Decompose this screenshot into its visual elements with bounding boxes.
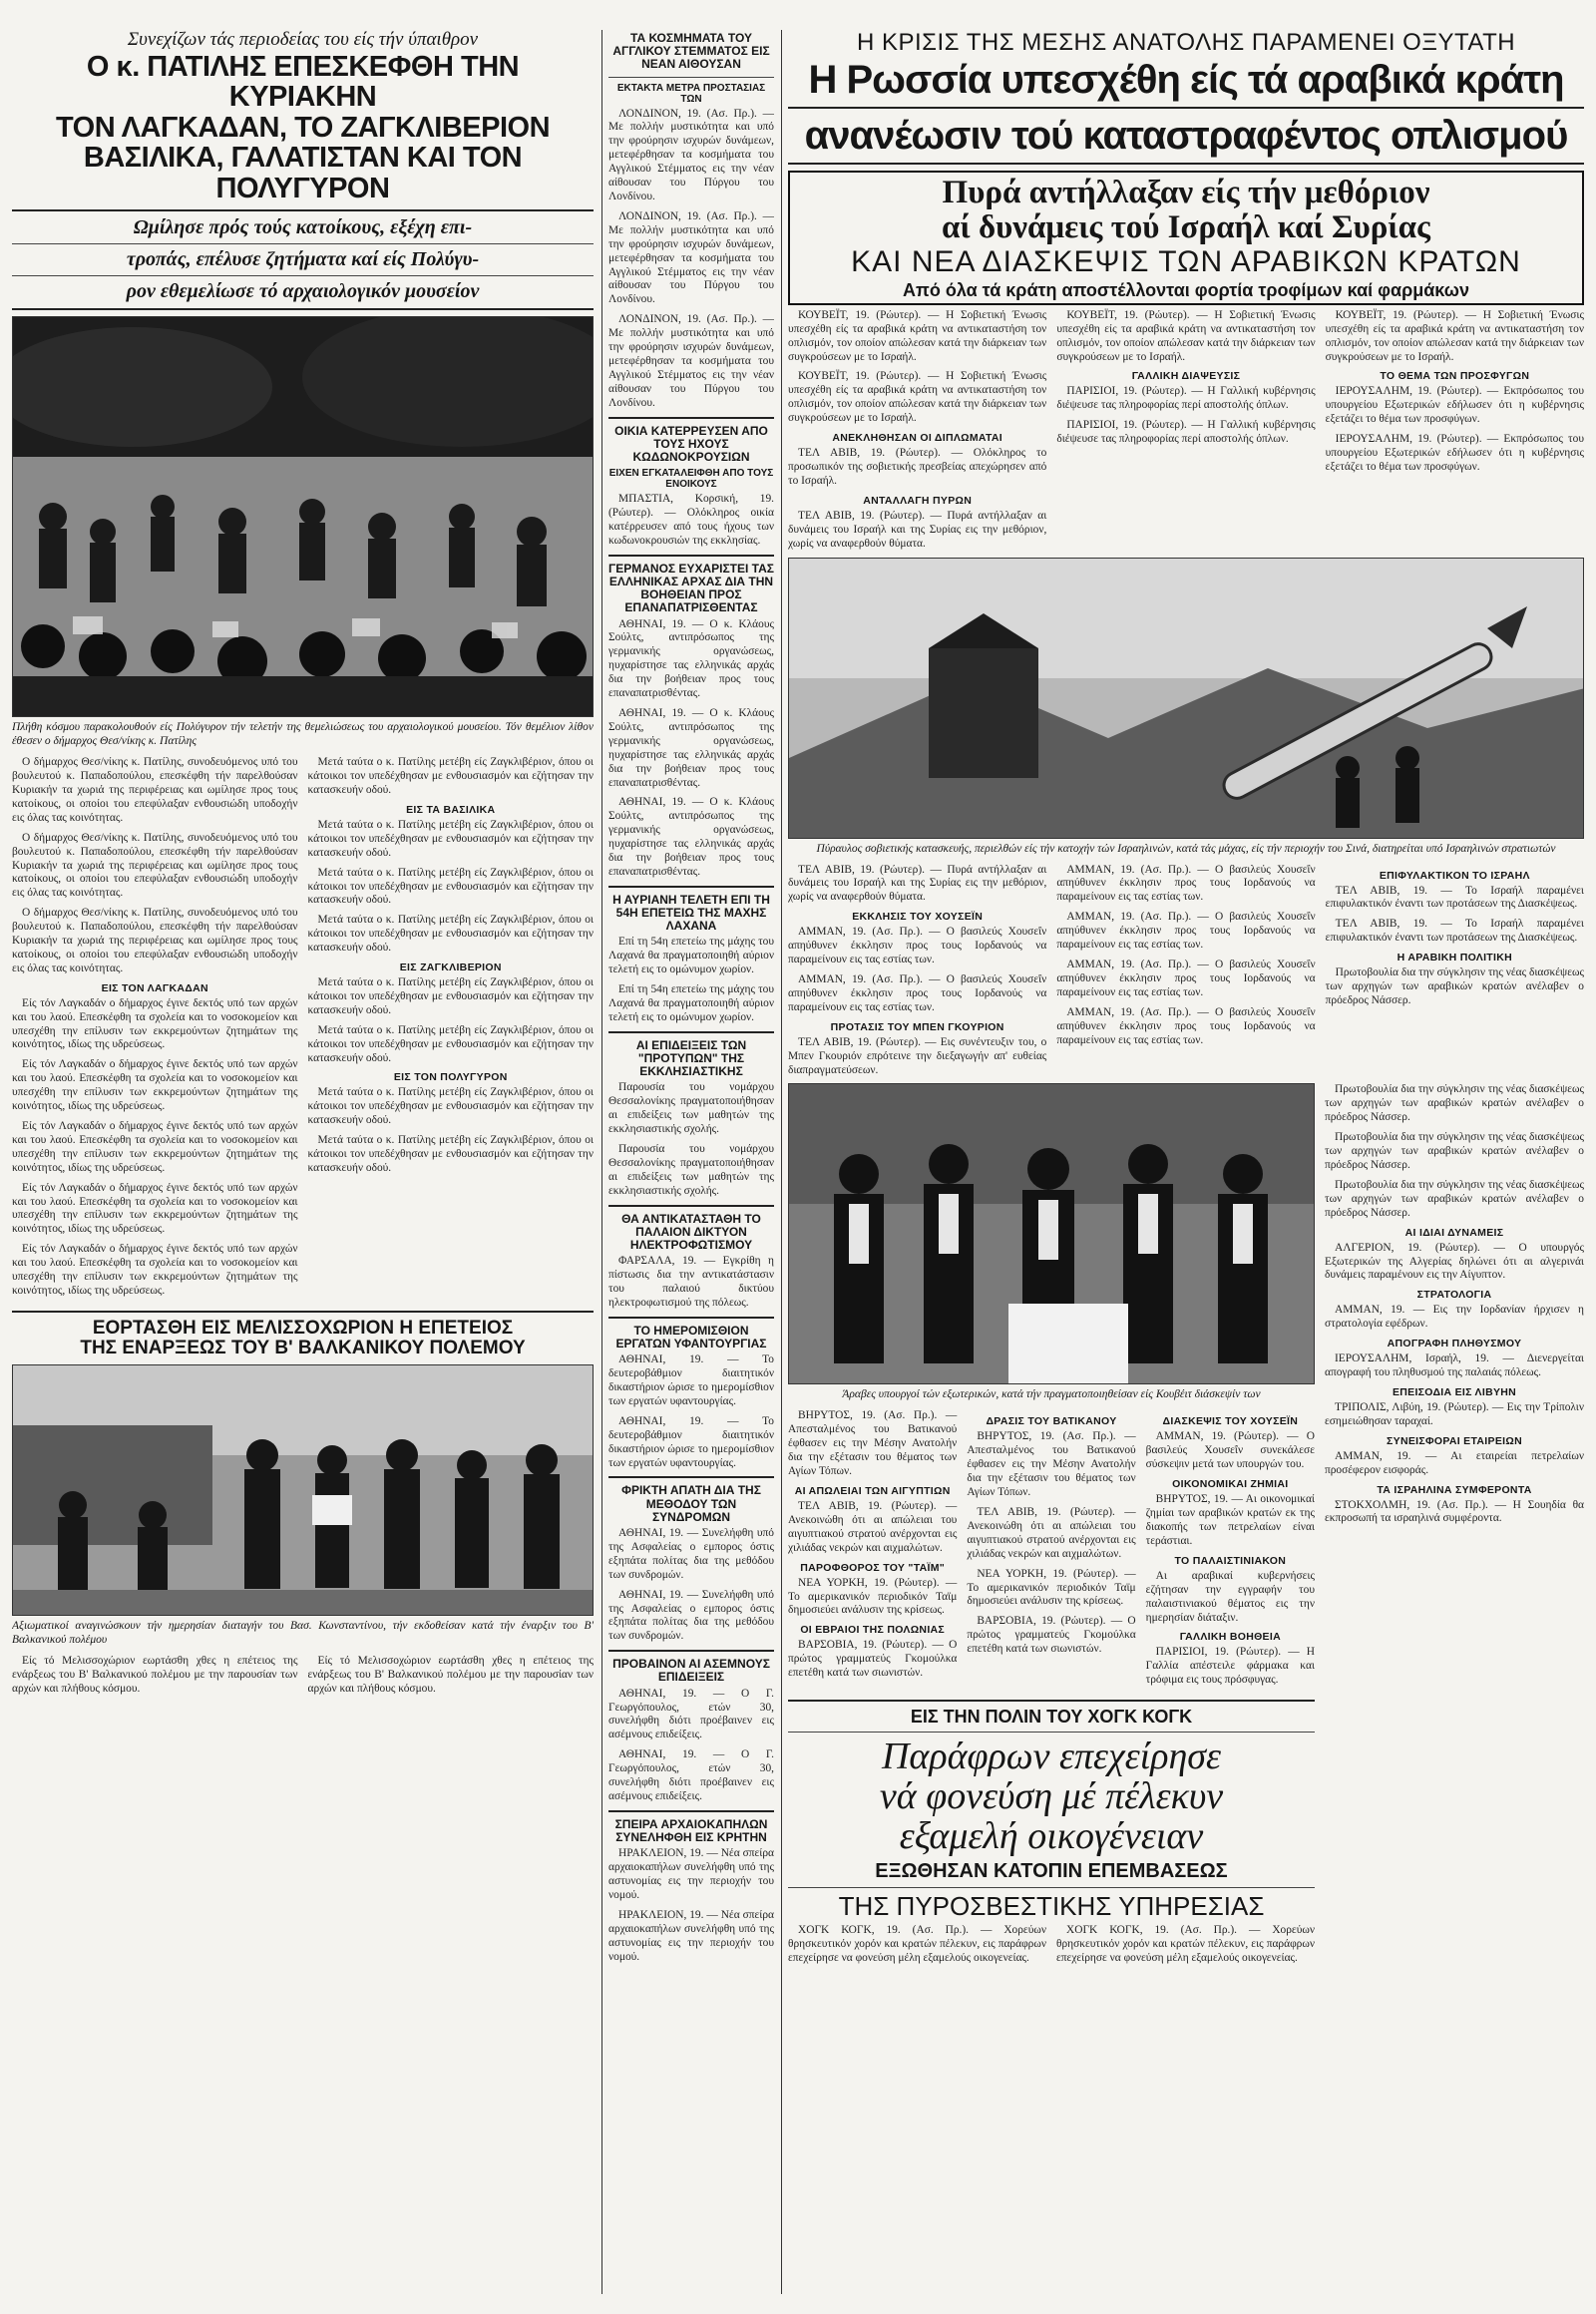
headline-line: Ο κ. ΠΑΤΙΛΗΣ ΕΠΕΣΚΕΦΘΗ ΤΗΝ ΚΥΡΙΑΚΗΝ: [86, 50, 520, 114]
article-text: Πρωτοβουλία δια την σύγκλησιν της νέας διασκέψεως των αρχηγών των αραβικών κρατών ανέλαβεν ο πρόεδρος Νάσσερ.: [1325, 1131, 1584, 1171]
subheading: ΕΙΣ ΤΟΝ ΛΑΓΚΑΔΑΝ: [101, 981, 208, 994]
article-text: Αι αραβικαί κυβερνήσεις εζήτησαν την εγγραφήν του παλαιστινιακού θέματος εις την ημερησίαν διάταξιν.: [1145, 1569, 1315, 1624]
photo-caption: Αξιωματικοί αναγινώσκουν τήν ημερησίαν διαταγήν του Βασ. Κωνσταντίνου, τήν εκδοθείσαν κατά τήν έναρξιν του Β' Βαλκανικού πολέμου: [12, 1619, 594, 1646]
article-text: ΧΟΓΚ ΚΟΓΚ, 19. (Ασ. Πρ.). — Χορεύων θρησκευτικόν χορόν και κρατών πέλεκυν, εις παράφρων επεχείρησε να φονεύση μέλη εξαμελούς οικογενείας.: [788, 1924, 1046, 1964]
divider: [788, 107, 1584, 109]
article-text: Είς τόν Λαγκαδάν ο δήμαρχος έγινε δεκτός υπό των αρχών και του λαού. Επεσκέφθη τα σχολεία και το νοσοκομείον και υπεσχέθη την επίλυσιν των εκκρεμούντων ζητημάτων της κοινότητος, ιδίως της υδρεύσεως.: [12, 996, 298, 1051]
article-headline: ΣΠΕΙΡΑ ΑΡΧΑΙΟΚΑΠΗΛΩΝ ΣΥΝΕΛΗΦΘΗ ΕΙΣ ΚΡΗΤΗΝ: [614, 1816, 768, 1845]
article-subheadline: ΕΙΧΕΝ ΕΓΚΑΤΑΛΕΙΦΘΗ ΑΠΟ ΤΟΥΣ ΕΝΟΙΚΟΥΣ: [608, 468, 774, 491]
divider: [788, 163, 1584, 165]
article-text: Πρωτοβουλία δια την σύγκλησιν της νέας διασκέψεως των αρχηγών των αραβικών κρατών ανέλαβεν ο πρόεδρος Νάσσερ.: [1325, 966, 1584, 1006]
deck-line: τροπάς, επέλυσε ζητήματα καί είς Πολύγυ-: [126, 248, 480, 271]
article-headline: ΤΟ ΗΜΕΡΟΜΙΣΘΙΟΝ ΕΡΓΑΤΩΝ ΥΦΑΝΤΟΥΡΓΙΑΣ: [615, 1323, 767, 1351]
divider: [788, 1700, 1315, 1702]
article-text: ΤΡΙΠΟΛΙΣ, Λιβύη, 19. (Ρώυτερ). — Εις την Τρίπολιν εσημειώθησαν ταραχαί.: [1325, 1400, 1584, 1427]
article-text: Μετά ταύτα ο κ. Πατίλης μετέβη είς Ζαγκλιβέριον, όπου οι κάτοικοι τον υπεδέχθησαν με ενθουσιασμόν και εζήτησαν την κατασκευήν οδού.: [307, 866, 594, 907]
text-column: [1056, 309, 1315, 558]
article-text: ΑΘΗΝΑΙ, 19. — Συνελήφθη υπό της Ασφαλείας ο εμπορος όστις εξηπάτα πολίτας δια της μεθόδου των συνδρομών.: [608, 1527, 774, 1581]
article-text: ΑΘΗΝΑΙ, 19. — Ο κ. Κλάους Σούλτς, αντιπρόσωπος της γερμανικής οργανώσεως, ηυχαρίστησε τας ελληνικάς αρχάς δια την βοήθειαν προς τους επαναπατρισθέντας.: [608, 796, 774, 878]
right-section: [788, 30, 1584, 1972]
article-headline: ΤΑ ΚΟΣΜΗΜΑΤΑ ΤΟΥ ΑΓΓΛΙΚΟΥ ΣΤΕΜΜΑΤΟΣ ΕΙΣ ΝΕΑΝ ΑΙΘΟΥΣΑΝ: [612, 31, 770, 72]
ministers-photo-image: [789, 1084, 1315, 1383]
crowd-photo: [12, 316, 594, 717]
hongkong-headline: εξαμελή οικογένειαν: [899, 1814, 1204, 1857]
headline-box: [788, 171, 1584, 305]
top-kicker: Η ΚΡΙΣΙΣ ΤΗΣ ΜΕΣΗΣ ΑΝΑΤΟΛΗΣ ΠΑΡΑΜΕΝΕΙ ΟΞΥΤΑΤΗ: [856, 30, 1516, 56]
article-text: ΗΡΑΚΛΕΙΟΝ, 19. — Νέα σπείρα αρχαιοκαπήλων συνελήφθη υπό της αστυνομίας εις την περιοχήν του νομού.: [608, 1908, 774, 1963]
headline-line: Πυρά αντήλλαξαν είς τήν μεθόριον: [942, 175, 1430, 211]
subheading: ΕΙΣ ΤΑ ΒΑΣΙΛΙΚΑ: [406, 803, 496, 816]
divider: [12, 275, 594, 276]
article-text: ΤΕΛ ΑΒΙΒ, 19. (Ρώυτερ). — Ανεκοινώθη ότι αι απώλειαι του αιγυπτιακού στρατού ανέρχονται εις χιλιάδας νεκρών και αιχμαλώτων.: [788, 1499, 958, 1554]
article-text: ΑΘΗΝΑΙ, 19. — Ο Γ. Γεωργόπουλος, ετών 30, συνελήφθη διότι προέβαινεν εις ασέμνους επιδείξεις.: [608, 1687, 774, 1741]
column-rule: [781, 30, 782, 2294]
subheading: ΑΝΕΚΛΗΘΗΣΑΝ ΟΙ ΔΙΠΛΩΜΑΤΑΙ: [832, 432, 1002, 445]
article-text: ΗΡΑΚΛΕΙΟΝ, 19. — Νέα σπείρα αρχαιοκαπήλων συνελήφθη υπό της αστυνομίας εις την περιοχήν του νομού.: [608, 1847, 774, 1901]
article-text: Μετά ταύτα ο κ. Πατίλης μετέβη είς Ζαγκλιβέριον, όπου οι κάτοικοι τον υπεδέχθησαν με ενθουσιασμόν και εζήτησαν την κατασκευήν οδού.: [307, 1023, 594, 1064]
article-text: ΑΜΜΑΝ, 19. — Αι εταιρείαι πετρελαίων προσέφερον εισφοράς.: [1325, 1449, 1584, 1476]
article-headline: ΓΕΡΜΑΝΟΣ ΕΥΧΑΡΙΣΤΕΙ ΤΑΣ ΕΛΛΗΝΙΚΑΣ ΑΡΧΑΣ ΔΙΑ ΤΗΝ ΒΟΗΘΕΙΑΝ ΠΡΟΣ ΕΠΑΝΑΠΑΤΡΙΣΘΕΝΤΑΣ: [608, 561, 774, 615]
crowd-photo-image: [13, 317, 594, 716]
subheading: ΣΥΝΕΙΣΦΟΡΑΙ ΕΤΑΙΡΕΙΩΝ: [1387, 1434, 1522, 1447]
article-text: ΤΕΛ ΑΒΙΒ, 19. (Ρώυτερ). — Ολόκληρος το προσωπικόν της σοβιετικής πρεσβείας απεχώρησεν από το Ισραήλ.: [788, 447, 1047, 487]
subheading: ΤΑ ΙΣΡΑΗΛΙΝΑ ΣΥΜΦΕΡΟΝΤΑ: [1377, 1483, 1532, 1496]
article-text: Επί τη 54η επετείω της μάχης του Λαχανά θα πραγματοποιηθή αύριον τελετή εις το ομώνυμον χωρίον.: [608, 936, 774, 976]
subheading: ΕΠΕΙΣΟΔΙΑ ΕΙΣ ΛΙΒΥΗΝ: [1392, 1385, 1517, 1398]
left-column: [12, 30, 594, 1703]
divider: [608, 1317, 774, 1319]
article-text: Παρουσία του νομάρχου Θεσσαλονίκης πραγματοποιήθησαν αι επιδείξεις των μαθητών της εκκλησιαστικής σχολής.: [608, 1081, 774, 1136]
article-text: Ο δήμαρχος Θεσ/νίκης κ. Πατίλης, συνοδευόμενος υπό του βουλευτού κ. Παπαδοπούλου, επεσκέφθη τήν παρελθούσαν Κυριακήν τα χωριά της περιφέρειας και ωμίλησε προς τους κατοίκους, οι οποίοι του επεφύλαξαν ενθουσιώδη υποδοχήν εις όλας τας κοινότητας.: [12, 907, 298, 974]
article-text: ΒΑΡΣΟΒΙΑ, 19. (Ρώυτερ). — Ο πρώτος γραμματεύς Γκομούλκα επετέθη κατά των σιωνιστών.: [967, 1615, 1136, 1656]
article-text: Μετά ταύτα ο κ. Πατίλης μετέβη είς Ζαγκλιβέριον, όπου οι κάτοικοι τον υπεδέχθησαν με ενθουσιασμόν και εζήτησαν την κατασκευήν οδού.: [307, 914, 594, 955]
kicker: Συνεχίζων τάς περιοδείας του είς τήν ύπαιθρον: [127, 30, 479, 50]
article-text: ΒΑΡΣΟΒΙΑ, 19. (Ρώυτερ). — Ο πρώτος γραμματεύς Γκομούλκα επετέθη κατά των σιωνιστών.: [788, 1639, 958, 1680]
article-text: ΤΕΛ ΑΒΙΒ, 19. — Το Ισραήλ παραμένει επιφυλακτικόν έναντι των προτάσεων της Διασκέψεως.: [1325, 918, 1584, 945]
article-text: Μετά ταύτα ο κ. Πατίλης μετέβη είς Ζαγκλιβέριον, όπου οι κάτοικοι τον υπεδέχθησαν με ενθουσιασμόν και εζήτησαν την κατασκευήν οδού.: [307, 818, 594, 859]
divider: [12, 1311, 594, 1313]
middle-column: [608, 30, 774, 1971]
photo-caption: Πλήθη κόσμου παρακολουθούν είς Πολύγυρον τήν τελετήν της θεμελιώσεως του αρχαιολογικού μουσείου. Τόν θεμέλιον λίθον έθεσεν ο δήμαρχος Θεσ/νίκης κ. Πατίλης: [12, 721, 594, 748]
article-text: Είς τό Μελισσοχώριον εωρτάσθη χθες η επέτειος της ενάρξεως του Β' Βαλκανικού πολέμου με την παρουσίαν των αρχών και πλήθους κόσμου.: [307, 1654, 594, 1695]
text-column: [967, 1409, 1135, 1694]
divider: [788, 1732, 1315, 1733]
headline-line: αί δυνάμεις τού Ισραήλ καί Συρίας: [942, 208, 1430, 245]
article-text: Επί τη 54η επετείω της μάχης του Λαχανά θα πραγματοποιηθή αύριον τελετή εις το ομώνυμον χωρίον.: [608, 983, 774, 1023]
article-text: Μετά ταύτα ο κ. Πατίλης μετέβη είς Ζαγκλιβέριον, όπου οι κάτοικοι τον υπεδέχθησαν με ενθουσιασμόν και εζήτησαν την κατασκευήν οδού.: [307, 1086, 594, 1127]
article-headline: ΦΡΙΚΤΗ ΑΠΑΤΗ ΔΙΑ ΤΗΣ ΜΕΘΟΔΟΥ ΤΩΝ ΣΥΝΔΡΟΜΩΝ: [621, 1483, 761, 1524]
article-subheadline: ΕΚΤΑΚΤΑ ΜΕΤΡΑ ΠΡΟΣΤΑΣΙΑΣ ΤΩΝ: [616, 82, 766, 105]
subheading: ΤΟ ΘΕΜΑ ΤΩΝ ΠΡΟΣΦΥΓΩΝ: [1380, 370, 1530, 383]
subheading: ΔΙΑΣΚΕΨΙΣ ΤΟΥ ΧΟΥΣΕΪΝ: [1162, 1415, 1299, 1428]
article-text: ΠΑΡΙΣΙΟΙ, 19. (Ρώυτερ). — Η Γαλλική κυβέρνησις διέψευσε τας πληροφορίας περί αποστολής όπλων.: [1056, 419, 1316, 446]
divider: [12, 308, 594, 310]
divider: [608, 1476, 774, 1478]
article-text: ΒΗΡΥΤΟΣ, 19. — Αι οικονομικαί ζημίαι των αραβικών κρατών εκ της διακοπής των πετρελαίων είναι τεράστιαι.: [1145, 1493, 1315, 1547]
article-text: Είς τόν Λαγκαδάν ο δήμαρχος έγινε δεκτός υπό των αρχών και του λαού. Επεσκέφθη τα σχολεία και το νοσοκομείον και υπεσχέθη την επίλυσιν των εκκρεμούντων ζητημάτων της κοινότητος, ιδίως της υδρεύσεως.: [12, 1243, 298, 1297]
column-rule: [601, 30, 602, 2294]
article-text: ΒΗΡΥΤΟΣ, 19. (Ασ. Πρ.). — Απεσταλμένος του Βατικανού έφθασεν εις την Μέσην Ανατολήν δια την εξέτασιν του θέματος των Αγίων Τόπων.: [967, 1430, 1136, 1499]
subheading: ΑΙ ΙΔΙΑΙ ΔΥΝΑΜΕΙΣ: [1404, 1226, 1504, 1239]
article-text: ΧΟΓΚ ΚΟΓΚ, 19. (Ασ. Πρ.). — Χορεύων θρησκευτικόν χορόν και κρατών πέλεκυν, εις παράφρων επεχείρησε να φονεύση μέλη εξαμελούς οικογενείας.: [1056, 1924, 1315, 1964]
text-columns: [788, 309, 1584, 558]
subheading: ΕΚΚΛΗΣΙΣ ΤΟΥ ΧΟΥΣΕΪΝ: [852, 911, 984, 924]
text-column: [788, 309, 1046, 558]
text-column: [788, 1409, 957, 1694]
article-text: Πρωτοβουλία δια την σύγκλησιν της νέας διασκέψεως των αρχηγών των αραβικών κρατών ανέλαβεν ο πρόεδρος Νάσσερ.: [1325, 1083, 1584, 1124]
article-text: ΒΗΡΥΤΟΣ, 19. (Ασ. Πρ.). — Απεσταλμένος του Βατικανού έφθασεν εις την Μέσην Ανατολήν δια την εξέτασιν του θέματος των Αγίων Τόπων.: [788, 1409, 958, 1478]
article-text: ΜΠΑΣΤΙΑ, Κορσική, 19. (Ρώυτερ). — Ολόκληρος οικία κατέρρευσεν από τους ήχους των κωδωνοκρουσιών της εκκλησίας.: [608, 493, 774, 547]
article-text: Μετά ταύτα ο κ. Πατίλης μετέβη είς Ζαγκλιβέριον, όπου οι κάτοικοι τον υπεδέχθησαν με ενθουσιασμόν και εζήτησαν την κατασκευήν οδού.: [307, 976, 594, 1016]
subheading: ΤΟ ΠΑΛΑΙΣΤΙΝΙΑΚΟΝ: [1174, 1554, 1287, 1567]
text-column: [788, 864, 1046, 1084]
hongkong-kicker: ΕΙΣ ΤΗΝ ΠΟΛΙΝ ΤΟΥ ΧΟΓΚ ΚΟΓΚ: [910, 1707, 1193, 1728]
article-text: ΑΛΓΕΡΙΟΝ, 19. (Ρώυτερ). — Ο υπουργός Εξωτερικών της Αλγερίας δηλώνει ότι αι αλγερινάι δυνάμεις παραμένουν εις την Αίγυπτον.: [1325, 1241, 1584, 1282]
text-column: [12, 756, 298, 1305]
article-text: ΑΘΗΝΑΙ, 19. — Ο Γ. Γεωργόπουλος, ετών 30, συνελήφθη διότι προέβαινεν εις ασέμνους επιδείξεις.: [608, 1748, 774, 1802]
photo-caption: Πύραυλος σοβιετικής κατασκευής, περιελθών είς τήν κατοχήν τών Ισραηλινών, κατά τάς μάχας, είς τήν περιοχήν του Σινά, διατηρείται υπό Ισραηλινών στρατιωτών: [816, 842, 1556, 855]
article-headline: ΘΑ ΑΝΤΙΚΑΤΑΣΤΑΘΗ ΤΟ ΠΑΛΑΙΟΝ ΔΙΚΤΥΟΝ ΗΛΕΚΤΡΟΦΩΤΙΣΜΟΥ: [621, 1211, 761, 1253]
subheading: ΟΙΚΟΝΟΜΙΚΑΙ ΖΗΜΙΑΙ: [1172, 1478, 1289, 1491]
subheading: ΑΙ ΑΠΩΛΕΙΑΙ ΤΩΝ ΑΙΓΥΠΤΙΩΝ: [794, 1484, 951, 1497]
article-text: ΚΟΥΒΕΪΤ, 19. (Ρώυτερ). — Η Σοβιετική Ένωσις υπεσχέθη είς τα αραβικά κράτη να αντικαταστήση τον οπλισμόν, τον οποίον απώλεσαν κατά την διάρκειαν των συγκρούσεων με το Ισραήλ.: [788, 308, 1047, 363]
headline-line: Από όλα τά κράτη αποστέλλονται φορτία τροφίμων καί φαρμάκων: [903, 279, 1469, 300]
headline-line: ΤΗΣ ΕΝΑΡΞΕΩΣ ΤΟΥ Β' ΒΑΛΚΑΝΙΚΟΥ ΠΟΛΕΜΟΥ: [80, 1337, 526, 1358]
divider: [608, 886, 774, 888]
headline-line: ΕΟΡΤΑΣΘΗ ΕΙΣ ΜΕΛΙΣΣΟΧΩΡΙΟΝ Η ΕΠΕΤΕΙΟΣ: [92, 1317, 514, 1339]
article-text: Ο δήμαρχος Θεσ/νίκης κ. Πατίλης, συνοδευόμενος υπό του βουλευτού κ. Παπαδοπούλου, επεσκέφθη τήν παρελθούσαν Κυριακήν τα χωριά της περιφέρειας και ωμίλησε προς τους κατοίκους, οι οποίοι του επεφύλαξαν ενθουσιώδη υποδοχήν εις όλας τας κοινότητας.: [12, 756, 298, 824]
divider: [608, 555, 774, 557]
text-columns: [788, 1924, 1315, 1972]
lower-area: [788, 1083, 1584, 1971]
text-columns: [788, 864, 1584, 1084]
article-text: Είς τό Μελισσοχώριον εωρτάσθη χθες η επέτειος της ενάρξεως του Β' Βαλκανικού πολέμου με την παρουσίαν των αρχών και πλήθους κόσμου.: [12, 1654, 298, 1695]
divider: [608, 1650, 774, 1652]
article-text: ΙΕΡΟΥΣΑΛΗΜ, 19. (Ρώυτερ). — Εκπρόσωπος του υπουργείου Εξωτερικών εδήλωσεν ότι η κυβέρνησις εξετάζει το θέμα των προσφύγων.: [1325, 385, 1584, 426]
article-text: ΑΜΜΑΝ, 19. — Εις την Ιορδανίαν ήρχισεν η στρατολογία εφέδρων.: [1325, 1304, 1584, 1331]
article-text: ΑΜΜΑΝ, 19. (Ασ. Πρ.). — Ο βασιλεύς Χουσεΐν απηύθυνεν έκκλησιν προς τους Ιορδανούς να παραμείνουν εις τας εστίας των.: [1056, 911, 1316, 952]
article-text: Είς τόν Λαγκαδάν ο δήμαρχος έγινε δεκτός υπό των αρχών και του λαού. Επεσκέφθη τα σχολεία και το νοσοκομείον και υπεσχέθη την επίλυσιν των εκκρεμούντων ζητημάτων της κοινότητος, ιδίως της υδρεύσεως.: [12, 1058, 298, 1113]
article-text: Πρωτοβουλία δια την σύγκλησιν της νέας διασκέψεως των αρχηγών των αραβικών κρατών ανέλαβεν ο πρόεδρος Νάσσερ.: [1325, 1178, 1584, 1219]
divider: [12, 243, 594, 244]
hongkong-subhead: ΤΗΣ ΠΥΡΟΣΒΕΣΤΙΚΗΣ ΥΠΗΡΕΣΙΑΣ: [838, 1890, 1265, 1921]
headline-line: ΒΑΣΙΛΙΚΑ, ΓΑΛΑΤΙΣΤΑΝ ΚΑΙ ΤΟΝ ΠΟΛΥΓΥΡΟΝ: [83, 142, 523, 204]
ministers-photo: [788, 1083, 1315, 1384]
article-text: ΑΘΗΝΑΙ, 19. — Ο κ. Κλάους Σούλτς, αντιπρόσωπος της γερμανικής οργανώσεως, ηυχαρίστησε τας ελληνικάς αρχάς δια την βοήθειαν προς τους επαναπατρισθέντας.: [608, 617, 774, 700]
article-text: Παρουσία του νομάρχου Θεσσαλονίκης πραγματοποιήθησαν αι επιδείξεις των μαθητών της εκκλησιαστικής σχολής.: [608, 1143, 774, 1197]
divider: [608, 1205, 774, 1207]
article-text: ΝΕΑ ΥΟΡΚΗ, 19. (Ρώυτερ). — Το αμερικανικόν περιοδικόν Ταϊμ δημοσιεύει ανάλυσιν της κρίσεως.: [788, 1576, 958, 1617]
missile-photo-image: [789, 559, 1584, 838]
article-text: ΠΑΡΙΣΙΟΙ, 19. (Ρώυτερ). — Η Γαλλική κυβέρνησις διέψευσε τας πληροφορίας περί αποστολής όπλων.: [1056, 385, 1316, 412]
subheading: ΠΑΡΟΦΘΟΡΟΣ ΤΟΥ "ΤΑΪΜ": [800, 1561, 946, 1574]
divider: [608, 77, 774, 78]
hongkong-subhead: ΕΞΩΘΗΣΑΝ ΚΑΤΟΠΙΝ ΕΠΕΜΒΑΣΕΩΣ: [875, 1859, 1228, 1882]
article-text: ΚΟΥΒΕΪΤ, 19. (Ρώυτερ). — Η Σοβιετική Ένωσις υπεσχέθη είς τα αραβικά κράτη να αντικαταστήση τον οπλισμόν, τον οποίον απώλεσαν κατά την διάρκειαν των συγκρούσεων με το Ισραήλ.: [1325, 308, 1584, 363]
lower-right: [1325, 1083, 1584, 1971]
divider: [788, 1887, 1315, 1888]
subheading: ΠΡΟΤΑΣΙΣ ΤΟΥ ΜΠΕΝ ΓΚΟΥΡΙΟΝ: [830, 1020, 1004, 1033]
article-headline: ΠΡΟΒΑΙΝΟΝ ΑΙ ΑΣΕΜΝΟΥΣ ΕΠΙΔΕΙΞΕΙΣ: [612, 1657, 770, 1685]
article-text: Είς τόν Λαγκαδάν ο δήμαρχος έγινε δεκτός υπό των αρχών και του λαού. Επεσκέφθη τα σχολεία και το νοσοκομείον και υπεσχέθη την επίλυσιν των εκκρεμούντων ζητημάτων της κοινότητος, ιδίως της υδρεύσεως.: [12, 1181, 298, 1236]
article-text: ΠΑΡΙΣΙΟΙ, 19. (Ρώυτερ). — Η Γαλλία απέστειλε φάρμακα και τρόφιμα εις τους πρόσφυγας.: [1145, 1646, 1315, 1687]
article-text: ΑΜΜΑΝ, 19. (Ασ. Πρ.). — Ο βασιλεύς Χουσεΐν απηύθυνεν έκκλησιν προς τους Ιορδανούς να παραμείνουν εις τας εστίας των.: [788, 926, 1047, 966]
text-column: [1146, 1409, 1315, 1694]
article-text: Ο δήμαρχος Θεσ/νίκης κ. Πατίλης, συνοδευόμενος υπό του βουλευτού κ. Παπαδοπούλου, επεσκέφθη τήν παρελθούσαν Κυριακήν τα χωριά της περιφέρειας και ωμίλησε προς τους κατοίκους, οι οποίοι του επεφύλαξαν ενθουσιώδη υποδοχήν εις όλας τας κοινότητας.: [12, 831, 298, 900]
divider: [608, 1810, 774, 1812]
ceremony-photo-image: [13, 1365, 594, 1615]
article-text: ΑΜΜΑΝ, 19. (Ρώυτερ). — Ο βασιλεύς Χουσεΐν συνεκάλεσε σύσκεψιν μετά των υπουργών του.: [1145, 1430, 1315, 1471]
article-text: ΤΕΛ ΑΒΙΒ, 19. (Ρώυτερ). — Ανεκοινώθη ότι αι απώλειαι του αιγυπτιακού στρατού ανέρχονται εις χιλιάδας νεκρών και αιχμαλώτων.: [967, 1505, 1136, 1560]
article-text: ΑΜΜΑΝ, 19. (Ασ. Πρ.). — Ο βασιλεύς Χουσεΐν απηύθυνεν έκκλησιν προς τους Ιορδανούς να παραμείνουν εις τας εστίας των.: [1056, 863, 1316, 904]
article-text: ΑΘΗΝΑΙ, 19. — Το δευτεροβάθμιον διαιτητικόν δικαστήριον ώρισε το ημερομίσθιον των εργατών υφαντουργίας.: [608, 1414, 774, 1469]
deck-line: ρον εθεμελίωσε τό αρχαιολογικόν μουσείον: [126, 280, 480, 303]
main-headline: Η Ρωσσία υπεσχέθη είς τά αραβικά κράτη: [808, 58, 1564, 103]
divider: [608, 1031, 774, 1033]
hongkong-headline: νά φονεύση μέ πέλεκυν: [879, 1774, 1224, 1817]
subheading: ΓΑΛΛΙΚΗ ΒΟΗΘΕΙΑ: [1179, 1631, 1281, 1644]
text-column: [1326, 309, 1584, 558]
text-column: [308, 756, 595, 1305]
article-headline: ΑΙ ΕΠΙΔΕΙΞΕΙΣ ΤΩΝ "ΠΡΟΤΥΠΩΝ" ΤΗΣ ΕΚΚΛΗΣΙΑΣΤΙΚΗΣ: [635, 1037, 747, 1079]
divider: [608, 417, 774, 419]
subheading: ΕΙΣ ΤΟΝ ΠΟΛΥΓΥΡΟΝ: [393, 1071, 508, 1084]
main-headline: ανανέωσιν τού καταστραφέντος οπλισμού: [804, 114, 1568, 159]
article-text: ΑΘΗΝΑΙ, 19. — Ο κ. Κλάους Σούλτς, αντιπρόσωπος της γερμανικής οργανώσεως, ηυχαρίστησε τας ελληνικάς αρχάς δια την βοήθειαν προς τους επαναπατρισθέντας.: [608, 706, 774, 789]
subheading: ΔΡΑΣΙΣ ΤΟΥ ΒΑΤΙΚΑΝΟΥ: [986, 1415, 1117, 1428]
article-text: ΑΜΜΑΝ, 19. (Ασ. Πρ.). — Ο βασιλεύς Χουσεΐν απηύθυνεν έκκλησιν προς τους Ιορδανούς να παραμείνουν εις τας εστίας των.: [1056, 1005, 1316, 1046]
article-text: Μετά ταύτα ο κ. Πατίλης μετέβη είς Ζαγκλιβέριον, όπου οι κάτοικοι τον υπεδέχθησαν με ενθουσιασμόν και εζήτησαν την κατασκευήν οδού.: [307, 1134, 594, 1174]
hongkong-headline: Παράφρων επεχείρησε: [881, 1736, 1222, 1778]
article-headline: ΟΙΚΙΑ ΚΑΤΕΡΡΕΥΣΕΝ ΑΠΟ ΤΟΥΣ ΗΧΟΥΣ ΚΩΔΩΝΟΚΡΟΥΣΙΩΝ: [614, 423, 768, 464]
headline-line: ΤΟΝ ΛΑΓΚΑΔΑΝ, ΤΟ ΖΑΓΚΛΙΒΕΡΙΟΝ: [55, 111, 551, 144]
subheading: ΣΤΡΑΤΟΛΟΓΙΑ: [1416, 1289, 1492, 1302]
article-headline: Η ΑΥΡΙΑΝΗ ΤΕΛΕΤΗ ΕΠΙ ΤΗ 54Η ΕΠΕΤΕΙΩ ΤΗΣ ΜΑΧΗΣ ΛΑΧΑΝΑ: [612, 892, 770, 934]
article-text: ΤΕΛ ΑΒΙΒ, 19. — Το Ισραήλ παραμένει επιφυλακτικόν έναντι των προτάσεων της Διασκέψεως.: [1325, 884, 1584, 911]
article-text: Είς τόν Λαγκαδάν ο δήμαρχος έγινε δεκτός υπό των αρχών και του λαού. Επεσκέφθη τα σχολεία και το νοσοκομείον και υπεσχέθη την επίλυσιν των εκκρεμούντων ζητημάτων της κοινότητος, ιδίως της υδρεύσεως.: [12, 1120, 298, 1174]
deck-line: Ωμίλησε πρός τούς κατοίκους, εξέχη επι-: [133, 216, 473, 239]
article-text: ΑΜΜΑΝ, 19. (Ασ. Πρ.). — Ο βασιλεύς Χουσεΐν απηύθυνεν έκκλησιν προς τους Ιορδανούς να παραμείνουν εις τας εστίας των.: [788, 973, 1047, 1013]
text-columns: [12, 756, 594, 1305]
text-columns: [12, 1655, 594, 1703]
article-text: ΑΘΗΝΑΙ, 19. — Το δευτεροβάθμιον διαιτητικόν δικαστήριον ώρισε το ημερομίσθιον των εργατών υφαντουργίας.: [608, 1353, 774, 1407]
article-text: ΚΟΥΒΕΪΤ, 19. (Ρώυτερ). — Η Σοβιετική Ένωσις υπεσχέθη είς τα αραβικά κράτη να αντικαταστήση τον οπλισμόν, τον οποίον απώλεσαν κατά την διάρκειαν των συγκρούσεων με το Ισραήλ.: [1056, 308, 1316, 363]
missile-photo: [788, 558, 1584, 839]
text-columns: [788, 1409, 1315, 1694]
headline-line: ΚΑΙ ΝΕΑ ΔΙΑΣΚΕΨΙΣ ΤΩΝ ΑΡΑΒΙΚΩΝ ΚΡΑΤΩΝ: [851, 245, 1521, 279]
ceremony-photo: [12, 1364, 594, 1616]
article-text: ΛΟΝΔΙΝΟΝ, 19. (Ασ. Πρ.). — Με πολλήν μυστικότητα και υπό την φρούρησιν ισχυρών δυνάμεων, μετεφέρθησαν τα κοσμήματα του Αγγλικού Στέμματος εις την νέαν αίθουσαν του Πύργου του Λονδίνου.: [608, 107, 774, 202]
article-text: ΝΕΑ ΥΟΡΚΗ, 19. (Ρώυτερ). — Το αμερικανικόν περιοδικόν Ταϊμ δημοσιεύει ανάλυσιν της κρίσεως.: [967, 1567, 1136, 1608]
article-text: ΑΜΜΑΝ, 19. (Ασ. Πρ.). — Ο βασιλεύς Χουσεΐν απηύθυνεν έκκλησιν προς τους Ιορδανούς να παραμείνουν εις τας εστίας των.: [1056, 959, 1316, 998]
article-text: ΙΕΡΟΥΣΑΛΗΜ, Ισραήλ, 19. — Διενεργείται απογραφή του πληθυσμού της παλαιάς πόλεως.: [1325, 1352, 1584, 1379]
article-text: ΤΕΛ ΑΒΙΒ, 19. (Ρώυτερ). — Πυρά αντήλλαξαν αι δυνάμεις του Ισραήλ και της Συρίας εις την μεθόριον, χωρίς να αναφερθούν θύματα.: [788, 509, 1047, 550]
subheading: ΓΑΛΛΙΚΗ ΔΙΑΨΕΥΣΙΣ: [1131, 370, 1241, 383]
article-text: Μετά ταύτα ο κ. Πατίλης μετέβη είς Ζαγκλιβέριον, όπου οι κάτοικοι τον υπεδέχθησαν με ενθουσιασμόν και εζήτησαν την κατασκευήν οδού.: [307, 756, 594, 796]
article-text: ΙΕΡΟΥΣΑΛΗΜ, 19. (Ρώυτερ). — Εκπρόσωπος του υπουργείου Εξωτερικών εδήλωσεν ότι η κυβέρνησις εξετάζει το θέμα των προσφύγων.: [1325, 433, 1584, 474]
article-text: ΑΘΗΝΑΙ, 19. — Συνελήφθη υπό της Ασφαλείας ο εμπορος όστις εξηπάτα πολίτας δια της μεθόδου των συνδρομών.: [608, 1588, 774, 1643]
subheading: ΟΙ ΕΒΡΑΙΟΙ ΤΗΣ ΠΟΛΩΝΙΑΣ: [800, 1624, 946, 1637]
subheading: ΑΝΤΑΛΛΑΓΗ ΠΥΡΩΝ: [863, 494, 973, 507]
text-column: [1326, 864, 1584, 1084]
photo-caption: Άραβες υπουργοί τών εξωτερικών, κατά τήν πραγματοποιηθείσαν είς Κουβέιτ διάσκεψίν των: [842, 1388, 1261, 1401]
lower-left: [788, 1083, 1315, 1971]
article-text: ΣΤΟΚΧΟΛΜΗ, 19. (Ασ. Πρ.). — Η Σουηδία θα εκπροσωπή τα ισραηλινά συμφέροντα.: [1325, 1498, 1584, 1525]
article-text: ΚΟΥΒΕΪΤ, 19. (Ρώυτερ). — Η Σοβιετική Ένωσις υπεσχέθη είς τα αραβικά κράτη να αντικαταστήση τον οπλισμόν, τον οποίον απώλεσαν κατά την διάρκειαν των συγκρούσεων με το Ισραήλ.: [788, 370, 1047, 425]
subheading: ΑΠΟΓΡΑΦΗ ΠΛΗΘΥΣΜΟΥ: [1387, 1338, 1522, 1350]
article-text: ΤΕΛ ΑΒΙΒ, 19. (Ρώυτερ). — Πυρά αντήλλαξαν αι δυνάμεις του Ισραήλ και της Συρίας εις την μεθόριον, χωρίς να αναφερθούν θύματα.: [788, 863, 1047, 904]
article-text: ΛΟΝΔΙΝΟΝ, 19. (Ασ. Πρ.). — Με πολλήν μυστικότητα και υπό την φρούρησιν ισχυρών δυνάμεων, μετεφέρθησαν τα κοσμήματα του Αγγλικού Στέμματος εις την νέαν αίθουσαν του Πύργου του Λονδίνου.: [608, 209, 774, 306]
article-text: ΤΕΛ ΑΒΙΒ, 19. (Ρώυτερ). — Εις συνέντευξιν του, ο Μπεν Γκουριόν επρότεινε την διεξαγωγήν απ' ευθείας διαπραγματεύσεων.: [788, 1035, 1047, 1076]
subheading: ΕΠΙΦΥΛΑΚΤΙΚΟΝ ΤΟ ΙΣΡΑΗΛ: [1379, 869, 1530, 882]
subheading: Η ΑΡΑΒΙΚΗ ΠΟΛΙΤΙΚΗ: [1396, 952, 1512, 964]
article-text: ΦΑΡΣΑΛΑ, 19. — Εγκρίθη η πίστωσις δια την αντικατάστασιν του παλαιού δικτύου ηλεκτροφωτισμού της πόλεως.: [608, 1255, 774, 1309]
text-column: [1056, 864, 1315, 1084]
article-text: ΛΟΝΔΙΝΟΝ, 19. (Ασ. Πρ.). — Με πολλήν μυστικότητα και υπό την φρούρησιν ισχυρών δυνάμεων, μετεφέρθησαν τα κοσμήματα του Αγγλικού Στέμματος εις την νέαν αίθουσαν του Πύργου του Λονδίνου.: [608, 313, 774, 409]
divider: [12, 209, 594, 211]
subheading: ΕΙΣ ΖΑΓΚΛΙΒΕΡΙΟΝ: [399, 962, 502, 974]
